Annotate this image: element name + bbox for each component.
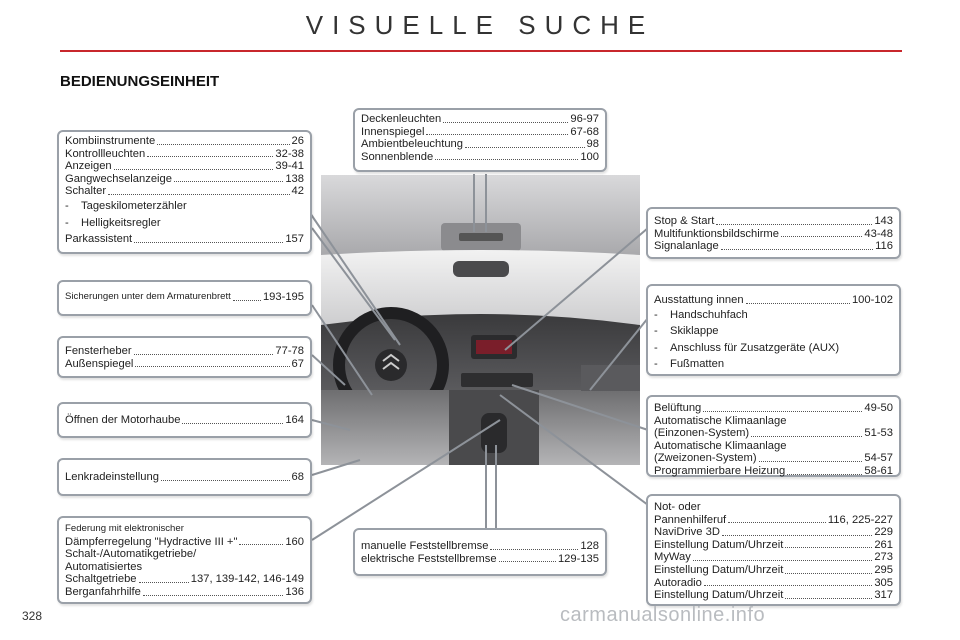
index-row: Programmierbare Heizung 58-61 [654,464,893,477]
sub-item: - Tageskilometerzähler [65,199,187,212]
text-line: Automatische Klimaanlage [654,439,787,452]
index-row: Autoradio 305 [654,576,893,589]
text-line: Not- oder [654,501,701,513]
index-row: Ausstattung innen 100-102 [654,294,893,306]
sub-item: - Anschluss für Zusatzgeräte (AUX) [654,341,840,354]
index-row: NaviDrive 3D 229 [654,526,893,539]
watermark: carmanualsonline.info [560,604,766,626]
index-row: Multifunktionsbildschirme 43-48 [654,227,893,240]
index-row: Außenspiegel 67 [65,357,304,370]
sub-item: - Helligkeitsregler [65,216,161,229]
index-row: Einstellung Datum/Uhrzeit 317 [654,589,893,602]
index-row: Signalanlage 116 [654,240,893,253]
index-row: Anzeigen 39-41 [65,160,304,173]
index-row: Pannenhilferuf 116, 225-227 [654,513,893,526]
section-heading: BEDIENUNGSEINHEIT [60,73,220,90]
index-row: Ambientbeleuchtung 98 [361,138,599,151]
index-row: MyWay 273 [654,551,893,564]
sub-item: - Handschuhfach [654,308,748,321]
index-row: Schaltgetriebe 137, 139-142, 146-149 [65,573,304,586]
box-steering [57,458,312,496]
index-row: Stop & Start 143 [654,215,893,227]
index-row: Schalter 42 [65,185,304,198]
index-row: Kontrollleuchten 32-38 [65,147,304,160]
index-row: (Zweizonen-System) 54-57 [654,452,893,465]
box-telematics [646,494,901,606]
text-line: Schalt-/Automatikgetriebe/ [65,548,197,561]
index-row: elektrische Feststellbremse 129-135 [361,552,599,565]
index-row: Fensterheber 77-78 [65,345,304,357]
index-row: Deckenleuchten 96-97 [361,113,599,125]
index-row: Parkassistent 157 [65,233,304,246]
box-interior-fittings [646,284,901,376]
index-row: Belüftung 49-50 [654,402,893,414]
text-line: Automatisiertes [65,560,143,573]
box-bonnet [57,402,312,438]
index-row: manuelle Feststellbremse 128 [361,540,599,552]
box-stop-start [646,207,901,259]
page-title: VISUELLE SUCHE [305,10,655,40]
index-row: Gangwechselanzeige 138 [65,172,304,185]
index-row: (Einzonen-System) 51-53 [654,427,893,440]
box-fuses [57,280,312,316]
index-row: Sonnenblende 100 [361,150,599,163]
box-suspension-gearbox [57,516,312,604]
index-row: Sicherungen unter dem Armaturenbrett 193-195 [65,291,304,303]
index-row: Innenspiegel 67-68 [361,125,599,138]
sub-item: - Fußmatten [654,358,725,371]
index-row: Kombiinstrumente 26 [65,135,304,147]
box-climate [646,395,901,477]
box-windows-mirrors [57,336,312,378]
index-row: Dämpferregelung "Hydractive III +" 160 [65,535,304,548]
box-parking-brake [353,528,607,576]
box-lighting-mirror [353,108,607,172]
index-row: Einstellung Datum/Uhrzeit 261 [654,538,893,551]
text-line: Automatische Klimaanlage [654,414,787,427]
text-line: Federung mit elektronischer [65,523,184,534]
page-number: 328 [22,609,43,623]
index-row: Lenkradeinstellung 68 [65,471,304,483]
box-instruments [57,130,312,254]
index-row: Einstellung Datum/Uhrzeit 295 [654,563,893,576]
sub-item: - Skiklappe [654,325,719,338]
index-row: Öffnen der Motorhaube 164 [65,414,304,426]
index-row: Berganfahrhilfe 136 [65,585,304,598]
